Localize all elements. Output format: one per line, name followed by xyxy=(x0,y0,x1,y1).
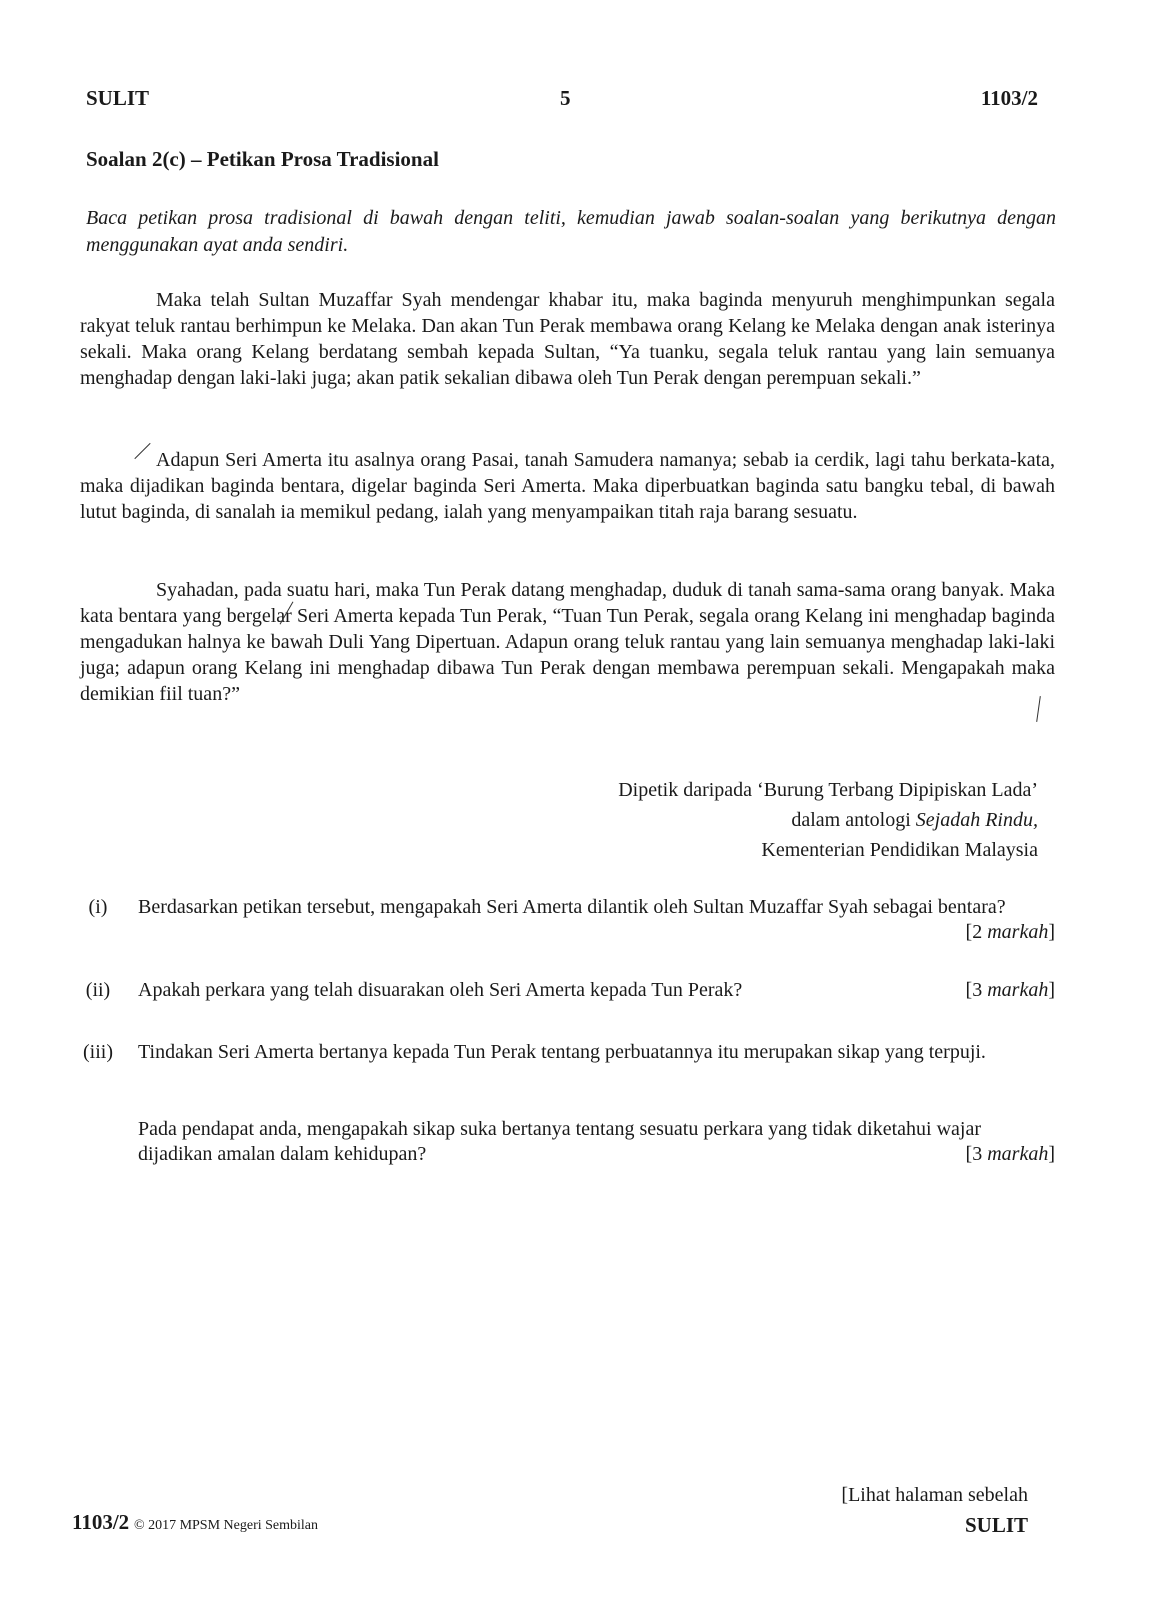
question-number: (ii) xyxy=(85,979,111,1001)
question-text-body: Pada pendapat anda, mengapakah sikap suka bertanya tentang sesuatu perkara yang tidak diketahui wajar dijadikan amalan dalam kehidupan? xyxy=(138,1118,982,1165)
page-number: 5 xyxy=(560,86,571,110)
marks-num: [3 xyxy=(965,979,988,1001)
question-text xyxy=(138,895,1055,943)
passage-paragraph-3: Syahadan, pada suatu hari, maka Tun Perak datang menghadap, duduk di tanah sama-sama orang banyak. Maka kata bentara yang bergelar Seri Amerta kepada Tun Perak, “Tuan Tun Perak, segala orang Kelang ini menghadap baginda mengadukan halnya ke bawah Duli Yang Dipertuan. Adapun orang teluk rantau yang lain semuanya menghadap laki-laki juga; adapun orang Kelang ini menghadap dibawa Tun Perak dengan membawa perempuan sekali. Mengapakah maka demikian fiil tuan?” xyxy=(80,579,1055,705)
question-text: Tindakan Seri Amerta bertanya kepada Tun Perak tentang perbuatannya itu merupakan sikap yang terpuji. xyxy=(138,1041,986,1063)
question-number: (iii) xyxy=(83,1041,113,1063)
question-iii-part-2 xyxy=(70,1117,1055,1167)
marks-close: ] xyxy=(1048,1143,1055,1165)
marks-word: markah xyxy=(987,979,1049,1001)
marks-close: ] xyxy=(1048,921,1055,943)
paper-code: 1103/2 xyxy=(980,86,1038,110)
instruction-text: Baca petikan prosa tradisional di bawah dengan teliti, kemudian jawab soalan-soalan yang berikutnya dengan menggunakan ayat anda sendiri. xyxy=(86,207,1056,256)
marks-close: ] xyxy=(1048,979,1055,1001)
marks-label xyxy=(966,920,1055,945)
citation-prefix: dalam antologi xyxy=(791,809,916,831)
next-page-note: [Lihat halaman sebelah xyxy=(841,1484,1028,1506)
question-text-body: Berdasarkan petikan tersebut, mengapakah Seri Amerta dilantik oleh Sultan Muzaffar Syah sebagai bentara? xyxy=(138,896,1006,918)
section-title: Soalan 2(c) – Petikan Prosa Tradisional xyxy=(86,147,439,171)
footer-classification: SULIT xyxy=(964,1513,1028,1537)
marks-label xyxy=(966,1142,1055,1167)
passage-paragraph-2: Adapun Seri Amerta itu asalnya orang Pasai, tanah Samudera namanya; sebab ia cerdik, lagi tahu berkata-kata, maka dijadikan baginda bentara, digelar baginda Seri Amerta. Maka diperbuatkan baginda satu bangku tebal, di bawah lutut baginda, di sanalah ia memikul pedang, ialah yang menyampaikan titah raja barang sesuatu. xyxy=(80,449,1055,523)
marks-num: [3 xyxy=(965,1143,988,1165)
passage-paragraph-1: Maka telah Sultan Muzaffar Syah mendengar khabar itu, maka baginda menyuruh menghimpunkan segala rakyat teluk rantau berhimpun ke Melaka. Dan akan Tun Perak membawa orang Kelang ke Melaka dengan anak isterinya sekali. Maka orang Kelang berdatang sembah kepada Sultan, “Ya tuanku, segala teluk rantau yang lain semuanya menghadap dengan laki-laki juga; akan patik sekalian dibawa oleh Tun Perak dengan perempuan sekali.” xyxy=(80,289,1055,389)
footer-copyright: © 2017 MPSM Negeri Sembilan xyxy=(133,1518,319,1533)
question-i xyxy=(70,895,1055,945)
source-citation xyxy=(618,775,1038,865)
footer-code: 1103/2 xyxy=(72,1510,130,1534)
citation-line-3: Kementerian Pendidikan Malaysia xyxy=(761,839,1038,861)
question-iii xyxy=(70,1040,1055,1065)
footer-left xyxy=(72,1510,318,1535)
question-number: (i) xyxy=(88,896,108,918)
marks-word: markah xyxy=(987,921,1049,943)
citation-line-1: Dipetik daripada ‘Burung Terbang Dipipiskan Lada’ xyxy=(618,779,1038,801)
marks-num: [2 xyxy=(965,921,988,943)
question-text-body: Apakah perkara yang telah disuarakan oleh Seri Amerta kepada Tun Perak? xyxy=(138,979,743,1001)
anthology-title: Sejadah Rindu, xyxy=(915,809,1038,831)
citation-line-2 xyxy=(618,805,1038,835)
question-text xyxy=(138,1117,1055,1167)
header-classification: SULIT xyxy=(86,86,150,110)
marks-label xyxy=(966,978,1055,1003)
question-text xyxy=(138,978,1055,1003)
marks-word: markah xyxy=(987,1143,1049,1165)
question-ii xyxy=(70,978,1055,1003)
footer-right xyxy=(841,1480,1028,1541)
